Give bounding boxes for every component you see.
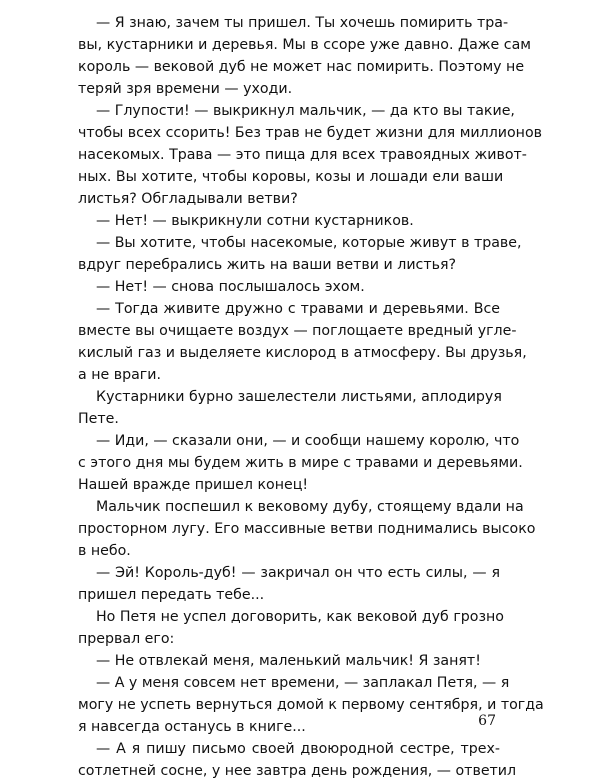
text-line: — Тогда живите дружно с травами и деревьями. Все — [96, 301, 500, 317]
text-line: Мальчик поспешил к вековому дубу, стоящему вдали на — [96, 499, 524, 515]
text-line: ных. Вы хотите, чтобы коровы, козы и лошади ели ваши — [78, 169, 504, 185]
text-line: с этого дня мы будем жить в мире с травами и деревьями. — [78, 455, 523, 471]
text-line: чтобы всех ссорить! Без трав не будет жизни для миллионов — [78, 125, 542, 141]
text-line: пришел передать тебе... — [78, 587, 265, 603]
text-line: я навсегда останусь в книге... — [78, 719, 306, 735]
text-line: — А у меня совсем нет времени, — заплакал Петя, — я — [96, 675, 510, 691]
text-line: теряй зря времени — уходи. — [78, 81, 293, 97]
text-line: — Глупости! — выкрикнул мальчик, — да кто вы такие, — [96, 103, 515, 119]
text-line: — Нет! — выкрикнули сотни кустарников. — [96, 213, 414, 229]
text-line: — Эй! Король-дуб! — закричал он что есть силы, — я — [96, 565, 500, 581]
text-line: в небо. — [78, 543, 131, 559]
text-line: сотлетней сосне, у нее завтра день рождения, — ответил — [78, 763, 517, 779]
text-line: Кустарники бурно зашелестели листьями, аплодируя — [96, 389, 502, 405]
text-line: прервал его: — [78, 631, 175, 647]
text-line: насекомых. Трава — это пища для всех травоядных живот- — [78, 147, 527, 163]
text-line: могу не успеть вернуться домой к первому сентября, и тогда — [78, 697, 544, 713]
text-line: вы, кустарники и деревья. Мы в ссоре уже давно. Даже сам — [78, 37, 531, 53]
text-line: Пете. — [78, 411, 119, 427]
text-line: — А я пишу письмо своей двоюродной сестре, трех- — [96, 741, 500, 757]
text-line: король — вековой дуб не может нас помирить. Поэтому не — [78, 59, 525, 75]
text-line: вдруг перебрались жить на ваши ветви и листья? — [78, 257, 457, 273]
text-line: Но Петя не успел договорить, как вековой дуб грозно — [96, 609, 504, 625]
page-text — [78, 12, 544, 782]
text-line: — Я знаю, зачем ты пришел. Ты хочешь помирить тра- — [96, 15, 509, 31]
text-line: — Нет! — снова послышалось эхом. — [96, 279, 365, 295]
text-line: просторном лугу. Его массивные ветви поднимались высоко — [78, 521, 536, 537]
text-line: — Иди, — сказали они, — и сообщи нашему королю, что — [96, 433, 520, 449]
page-number: 67 — [478, 713, 496, 729]
text-line: Нашей вражде пришел конец! — [78, 477, 309, 493]
text-line: кислый газ и выделяете кислород в атмосферу. Вы друзья, — [78, 345, 527, 361]
text-line: — Вы хотите, чтобы насекомые, которые живут в траве, — [96, 235, 522, 251]
text-line: вместе вы очищаете воздух — поглощаете вредный угле- — [78, 323, 517, 339]
text-line: а не враги. — [78, 367, 161, 383]
text-line: — Не отвлекай меня, маленький мальчик! Я занят! — [96, 653, 481, 669]
text-line: листья? Обгладывали ветви? — [78, 191, 298, 207]
